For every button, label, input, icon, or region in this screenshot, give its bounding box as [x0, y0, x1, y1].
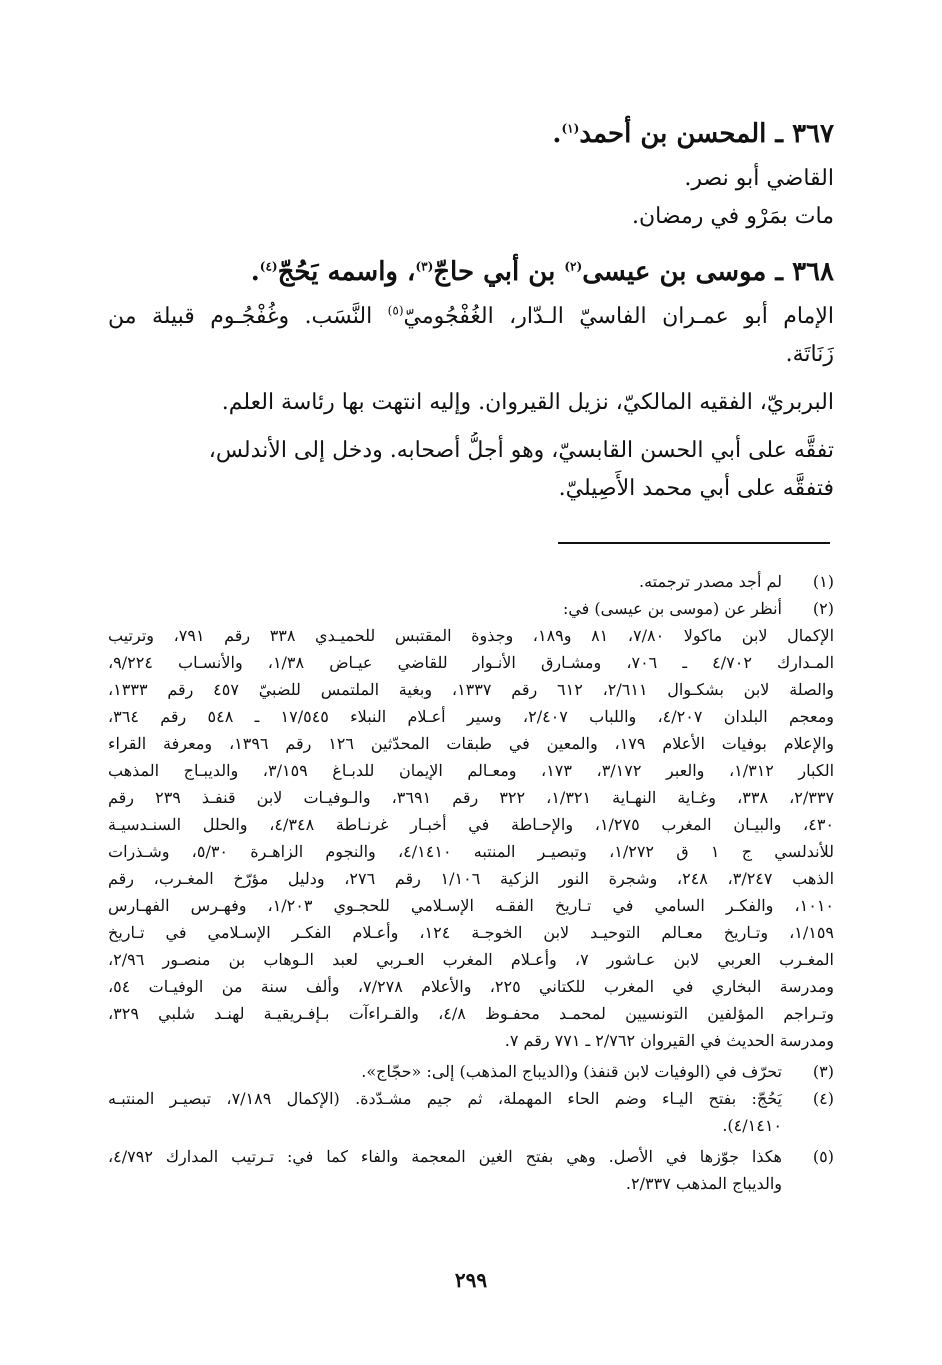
footnote-line: المـدارك ٤/٧٠٢ ـ ٧٠٦، ومشـارق الأنـوار للقاضي عيـاض ١/٣٨، والأنسـاب ٩/٢٢٤،: [108, 653, 834, 672]
footnote-ref: (١): [561, 121, 580, 136]
entry-title-punct: .: [552, 119, 562, 149]
entry-title-punct: .: [250, 257, 260, 287]
footnote-number: (٣): [812, 1062, 834, 1081]
entry-title-text: بن أبي حاجّ: [433, 257, 565, 287]
footnote-line: والصلة لابن بشكـوال ٢/٦١١، ٦١٢ رقم ١٣٣٧، وبغية الملتمس للضبيّ ٤٥٧ رقم ١٣٣٣،: [108, 680, 834, 699]
footnote-number: (٥): [812, 1147, 834, 1166]
footnote: [108, 568, 834, 595]
body-line: فتفقَّه على أبي محمد الأَصِيليّ.: [558, 476, 834, 501]
footnote-ref: (٣): [415, 259, 434, 274]
footnote-line: هكذا جوّزها في الأصل. وهي بفتح الغين المعجمة والفاء كما في: تـرتيب المدارك ٤/٧٩٢،: [108, 1147, 782, 1166]
footnote-line: أنظر عن (موسى بن عيسى) في:: [562, 599, 782, 618]
footnote-line: والإعلام بوفيات الأعلام ١٧٩، والمعين في طبقات المحدّثين ١٢٦ رقم ١٣٩٦، ومعرفة القراء: [108, 734, 834, 753]
footnote-line: ٤٣٠، والبيـان المغرب ١/٢٧٥، والإحـاطة في أخبـار غرنـاطة ٤/٣٤٨، والحلل السنـدسيـة: [108, 815, 834, 834]
body-line: مات بمَرْو في رمضان.: [632, 204, 834, 229]
entry-title: [108, 108, 834, 160]
footnote-line: ١٠١٠، والفكـر السامي في تـاريخ الفقـه الإسـلامي للحجـوي ١/٢٠٣، وفهـرس الفهـارس: [108, 896, 834, 915]
footnote-line: الكبار ١/٣١٢، والعبر ٣/١٧٢، ١٧٣، ومعـالم الإيمان للدبـاغ ٣/١٥٩، والديبـاج المذهب: [108, 761, 834, 780]
footnote: [108, 595, 834, 622]
footnote-number: (١): [812, 572, 834, 591]
main-text: [108, 108, 834, 508]
footnote: [108, 1085, 834, 1139]
footnote-ref: (٢): [564, 259, 583, 274]
body-text: الإمام أبو عمـران الفاسيّ الـدّار، الغُفْجُوميّ: [403, 304, 834, 329]
footnote-line: ٤/١٤١٠).: [722, 1116, 782, 1135]
footnotes: [108, 568, 834, 1197]
footnote-line: ومعجم البلدان ٤/٢٠٧، واللباب ٢/٤٠٧، وسير أعـلام النبلاء ١٧/٥٤٥ ـ ٥٤٨ رقم ٣٦٤،: [108, 707, 834, 726]
footnote-line: الإكمال لابن ماكولا ٧/٨٠، ٨١ و١٨٩، وجذوة المقتبس للحميـدي ٣٣٨ رقم ٧٩١، وترتيب: [108, 626, 834, 645]
footnote-line: الذهب ٣/٢٤٧، ٢٤٨، وشجرة النور الزكية ١/١٠٦ رقم ٢٧٦، ودليل مؤرّخ المغـرب، رقم: [108, 869, 834, 888]
footnote-number: (٤): [812, 1089, 834, 1108]
body-line: القاضي أبو نصر.: [684, 166, 834, 191]
footnote-line: ومدرسة البخاري في المغرب للكتاني ٢٢٥، والأعلام ٧/٢٧٨، وألف سنة من الوفيـات ٥٤،: [108, 977, 834, 996]
footnote-line: ٢/٣٣٧، ٣٣٨، وغـاية النهـاية ١/٣٢١، ٣٢٢ رقم ٣٦٩١، والـوفيـات لابن قنفـذ ٢٣٩ رقم: [108, 788, 834, 807]
body-text: النَّسَب. وغُفْجُـوم قبيلة من: [108, 304, 388, 329]
body-line: [108, 298, 834, 336]
body-line: تفقَّه على أبي الحسن القابسيّ، وهو أجلُّ أصحابه. ودخل إلى الأندلس،: [208, 438, 834, 463]
entry-title-text: ، واسمه يَحُجّ: [277, 257, 416, 287]
footnote: [108, 1143, 834, 1197]
entry-title: [108, 246, 834, 298]
footnote-line: ومدرسة الحديث في القيروان ٢/٧٦٢ ـ ٧٧١ رقم ٧.: [504, 1031, 834, 1050]
footnote-separator: [558, 542, 830, 544]
footnote-number: (٢): [812, 599, 834, 618]
footnote-ref: (٤): [259, 259, 278, 274]
body-line: زَنَاتَة.: [785, 342, 834, 367]
footnote-line: تحرّف في (الوفيات لابن قنفذ) و(الديباج المذهب) إلى: «حجّاج».: [361, 1062, 782, 1081]
footnote-line: للأندلسي ج ١ ق ١/٢٧٢، وتبصيـر المنتبه ٤/١٤١٠، والنجوم الزاهـرة ٥/٣٠، وشـذرات: [108, 842, 834, 861]
page-number: ٢٩٩: [454, 1268, 488, 1292]
footnote: [108, 1058, 834, 1085]
footnote-line: وتـراجم المؤلفين التونسيين لمحمـد محفـوظ ٤/٨، والقـراءآت بـإفـريقيـة لهنـد شلبي ٣٢٩،: [108, 1004, 834, 1023]
footnote-line: يَحُجّ: بفتح اليـاء وضم الحاء المهملة، ثم جيم مشـدّدة. (الإكمال ٧/١٨٩، تبصيـر المنتبـه: [108, 1089, 782, 1108]
footnote-line: المغـرب العربي لابن عـاشور ٧، وأعـلام المغرب العـربي لعبد الـوهاب بن منصـور ٢/٩٦،: [108, 950, 834, 969]
entry-title-text: ٣٦٧ ـ المحسن بن أحمد: [579, 119, 834, 149]
footnote-line: ١/١٥٩، وتـاريخ معـالم التوحيـد لابن الخوجـة ١٢٤، وأعـلام الفكـر الإسـلامي في تـاريخ: [108, 923, 834, 942]
footnote-line: لم أجد مصدر ترجمته.: [639, 572, 782, 591]
footnote-ref: (٥): [387, 303, 404, 318]
footnote-line: والديباج المذهب ٢/٣٣٧.: [625, 1174, 782, 1193]
footnote-continuation: [108, 622, 834, 1054]
body-line: البربريّ، الفقيه المالكيّ، نزيل القيروان. وإليه انتهت بها رئاسة العلم.: [221, 390, 834, 415]
entry-title-text: ٣٦٨ ـ موسى بن عيسى: [582, 257, 834, 287]
